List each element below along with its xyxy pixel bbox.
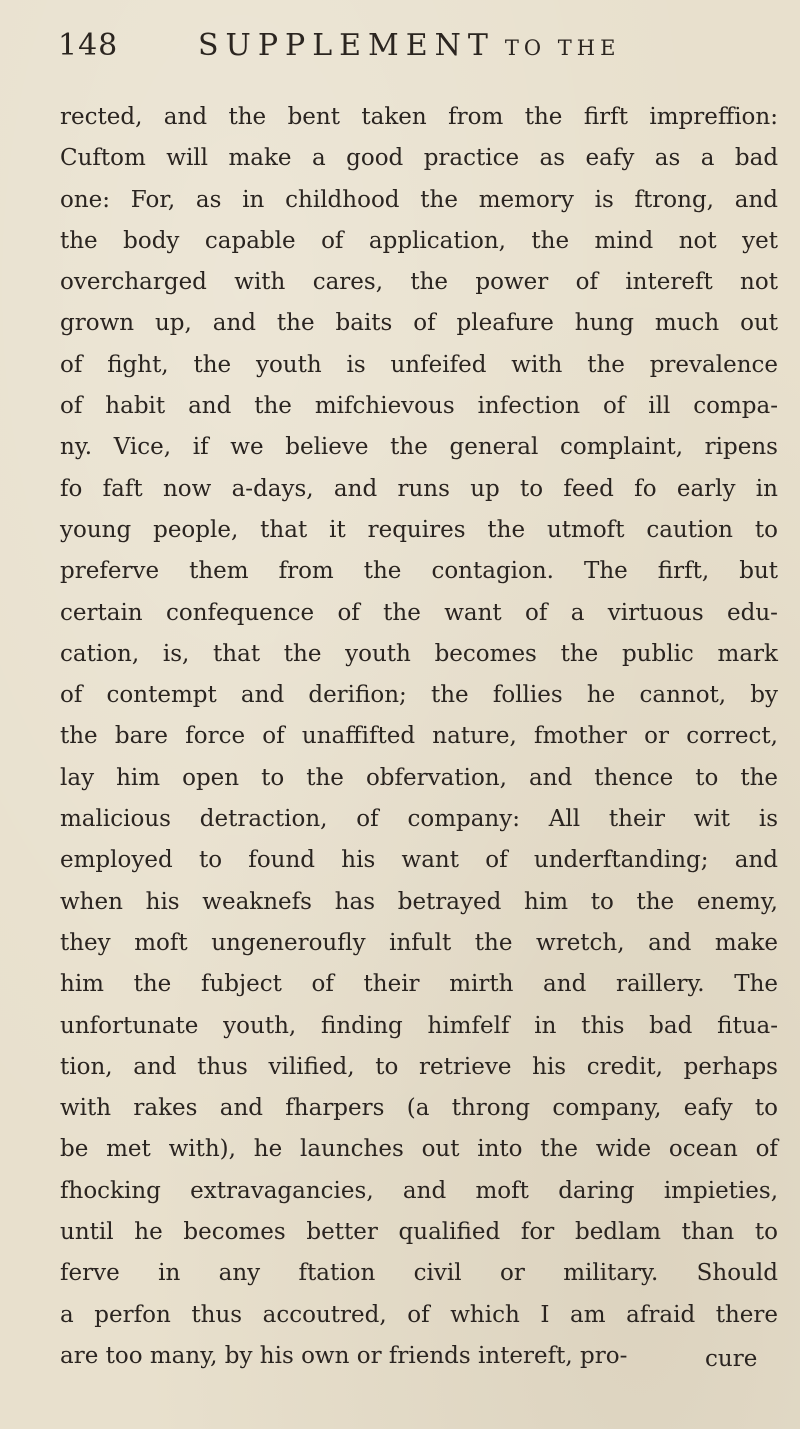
text-line: unfortunate youth, finding himfelf in this bad fitua-	[60, 1012, 778, 1039]
text-line: lay him open to the obfervation, and thence to the	[60, 764, 779, 791]
text-line: young people, that it requires the utmoft caution to	[60, 516, 778, 543]
text-line: fhocking extravagancies, and moft daring impieties,	[60, 1177, 779, 1204]
text-line: when his weaknefs has betrayed him to the enemy,	[60, 888, 778, 915]
text-line: of contempt and derifion; the follies he cannot, by	[60, 682, 779, 709]
text-line: rected, and the bent taken from the firft impreffion:	[60, 104, 778, 130]
text-line: they moft ungeneroufly infult the wretch, and make	[60, 929, 778, 956]
text-line: a perfon thus accoutred, of which I am afraid there	[60, 1301, 779, 1328]
running-head	[58, 18, 758, 74]
text-line: with rakes and fharpers (a throng company, eafy to	[60, 1095, 778, 1122]
text-line: malicious detraction, of company: All their wit is	[60, 806, 779, 833]
running-head-title-small: TO THE	[504, 36, 621, 60]
text-line: grown up, and the baits of pleafure hung much out	[60, 310, 779, 337]
text-line: ny. Vice, if we believe the general complaint, ripens	[60, 434, 778, 461]
text-line: of habit and the mifchievous infection of ill compa-	[60, 393, 778, 420]
text-line: certain confequence of the want of a virtuous edu-	[60, 599, 778, 626]
text-line: cation, is, that the youth becomes the public mark	[60, 640, 778, 667]
text-line: preferve them from the contagion. The firft, but	[60, 558, 779, 585]
running-head-title-main: SUPPLEMENT	[198, 28, 495, 63]
running-head-title	[198, 28, 620, 63]
text-line: employed to found his want of underftanding; and	[60, 847, 779, 874]
text-line: are too many, by his own or friends intereft, pro-	[60, 1342, 628, 1369]
text-line: overcharged with cares, the power of intereft not	[60, 269, 778, 296]
page-number: 148	[58, 28, 119, 63]
text-line: him the fubject of their mirth and raillery. The	[60, 971, 779, 998]
text-line: be met with), he launches out into the wide ocean of	[60, 1136, 778, 1163]
text-line: one: For, as in childhood the memory is ftrong, and	[60, 186, 779, 213]
text-line: fo faft now a-days, and runs up to feed fo early in	[60, 475, 778, 502]
text-line: Cuftom will make a good practice as eafy as a bad	[60, 145, 779, 172]
body-text	[60, 97, 780, 1377]
text-line: ferve in any ftation civil or military. Should	[60, 1260, 778, 1287]
text-line: the body capable of application, the mind not yet	[60, 227, 778, 254]
catchword: cure	[705, 1346, 758, 1372]
text-line: of fight, the youth is unfeifed with the prevalence	[60, 351, 779, 378]
text-line: the bare force of unaffifted nature, fmother or correct,	[60, 723, 778, 750]
text-line: tion, and thus vilified, to retrieve his credit, perhaps	[60, 1053, 778, 1080]
text-line: until he becomes better qualified for bedlam than to	[60, 1219, 779, 1246]
